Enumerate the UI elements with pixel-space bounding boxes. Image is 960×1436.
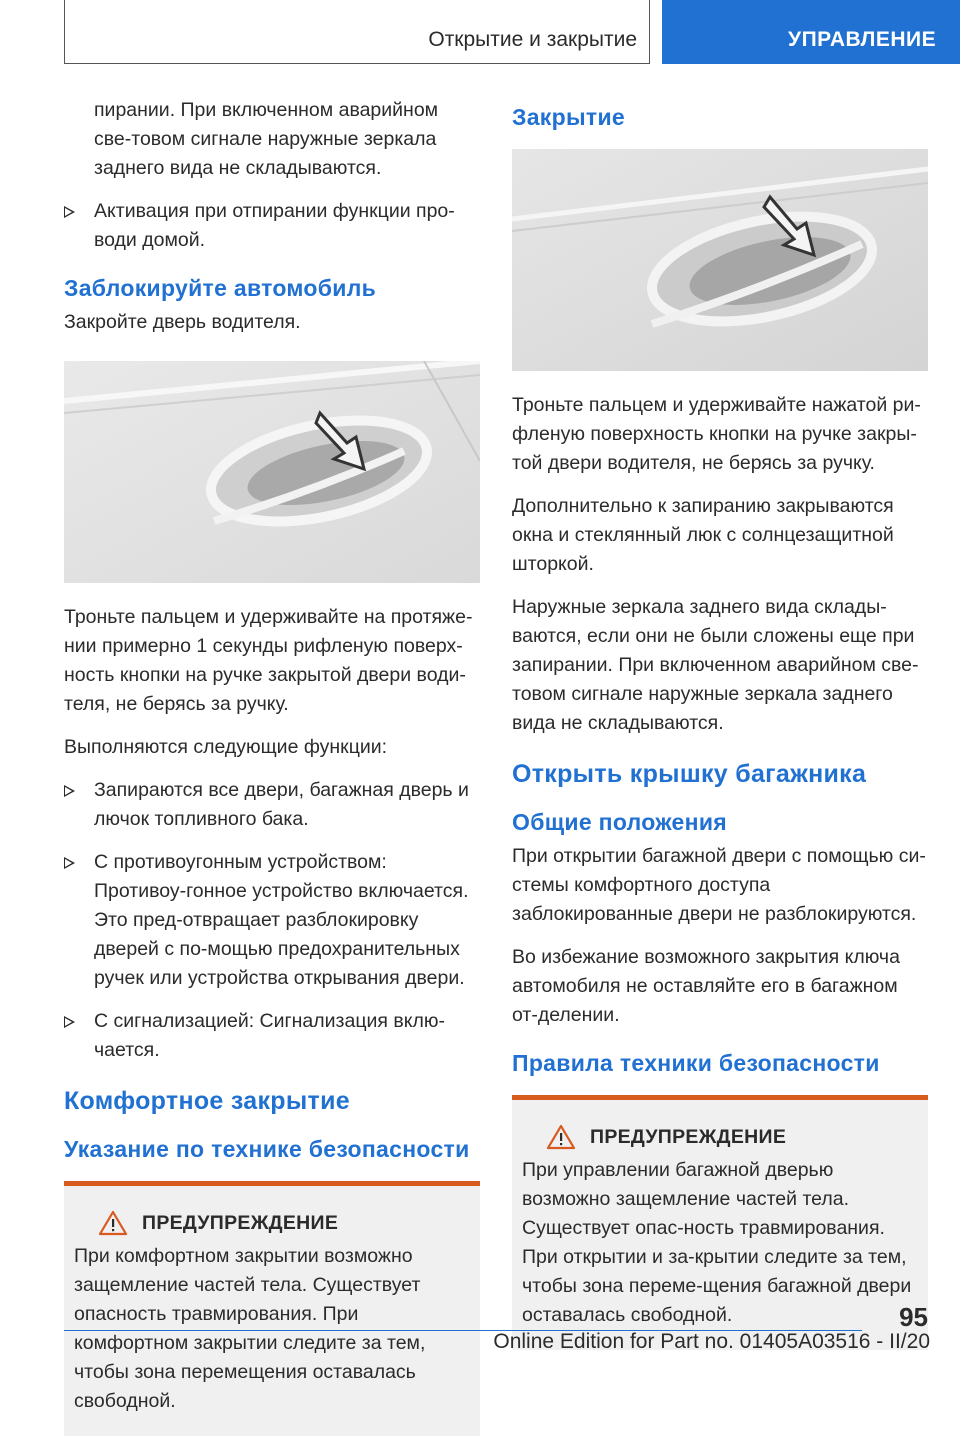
- functions-intro: Выполняются следующие функции:: [64, 736, 388, 758]
- triangle-bullet-icon: [64, 206, 75, 218]
- close-instruction: Троньте пальцем и удерживайте нажатой ри-фленую поверхность кнопки на ручке закры-той двери водителя, не берясь за ручку.: [512, 394, 921, 474]
- footer-edition[interactable]: Online Edition for Part no. 01405A03516 - II/20: [493, 1330, 930, 1353]
- bullet-item: С противоугонным устройством: Противоу-гонное устройство включается. Это пред-отвращает разблокировку дверей с по-мощью предохранительных ручек или устройства открывания двери.: [64, 848, 480, 993]
- lock-intro: Закройте дверь водителя.: [64, 311, 301, 333]
- general-text-2: Во избежание возможного закрытия ключа автомобиля не оставляйте его в багажном от-делении.: [512, 946, 900, 1026]
- close-extra: Дополнительно к запиранию закрываются окна и стеклянный люк с солнцезащитной шторкой.: [512, 495, 894, 575]
- general-heading: Общие положения: [512, 809, 727, 835]
- trunk-heading: Открыть крышку багажника: [512, 760, 867, 788]
- triangle-bullet-icon: [64, 857, 75, 869]
- safety-heading: Указание по технике безопасности: [64, 1136, 470, 1162]
- lock-instruction: Троньте пальцем и удерживайте на протяже-нии примерно 1 секунды рифленую поверх-ность кнопки на ручке закрытой двери води-теля, не берясь за ручку.: [64, 606, 473, 715]
- general-text-1: При открытии багажной двери с помощью си-стемы комфортного доступа заблокированные двери не разблокируются.: [512, 845, 926, 925]
- door-handle-photo-lock: [64, 361, 480, 583]
- warning-title: ПРЕДУПРЕЖДЕНИЕ: [590, 1125, 787, 1148]
- warning-box: [512, 1095, 928, 1350]
- page-number: 95: [899, 1302, 928, 1332]
- continued-text: пирании. При включенном аварийном све-товом сигнале наружные зеркала заднего вида не складываются.: [94, 99, 439, 179]
- bullet-item: Активация при отпирании функции про-води домой.: [64, 197, 480, 255]
- warning-text: При управлении багажной дверью возможно защемление частей тела. Существует опас-ность травмирования. При открытии и за-крытии следите за тем, чтобы зона переме-щения багажной двери оставалась свободной.: [522, 1159, 912, 1326]
- bullet-item: Запираются все двери, багажная дверь и лючок топливного бака.: [64, 776, 480, 834]
- bullet-item: С сигнализацией: Сигнализация вклю-чается.: [64, 1007, 480, 1065]
- header-section-box: [64, 0, 650, 64]
- door-handle-photo-close: [512, 149, 928, 371]
- header-chapter-tab[interactable]: УПРАВЛЕНИЕ: [662, 0, 960, 64]
- warning-title: ПРЕДУПРЕЖДЕНИЕ: [142, 1211, 339, 1234]
- triangle-bullet-icon: [64, 785, 75, 797]
- warning-box: [64, 1181, 480, 1436]
- close-heading: Закрытие: [512, 104, 625, 130]
- triangle-bullet-icon: [64, 1016, 75, 1028]
- warning-triangle-icon: [98, 1210, 128, 1236]
- mirrors-text: Наружные зеркала заднего вида склады-ваются, если они не были сложены еще при запирании. При включенном аварийном све-товом сигнале наружные зеркала заднего вида не складываются.: [512, 596, 919, 734]
- right-column: [512, 96, 928, 1350]
- comfort-heading: Комфортное закрытие: [64, 1087, 350, 1115]
- lock-heading: Заблокируйте автомобиль: [64, 275, 377, 301]
- warning-text: При комфортном закрытии возможно защемление частей тела. Существует опасность травмирования. При комфортном закрытии следите за тем, чтобы зона перемещения оставалась свободной.: [74, 1245, 426, 1412]
- safety-rules-heading: Правила техники безопасности: [512, 1050, 880, 1076]
- header-section-title: Открытие и закрытие: [428, 28, 637, 51]
- left-column: [64, 96, 480, 1436]
- warning-triangle-icon: [546, 1124, 576, 1150]
